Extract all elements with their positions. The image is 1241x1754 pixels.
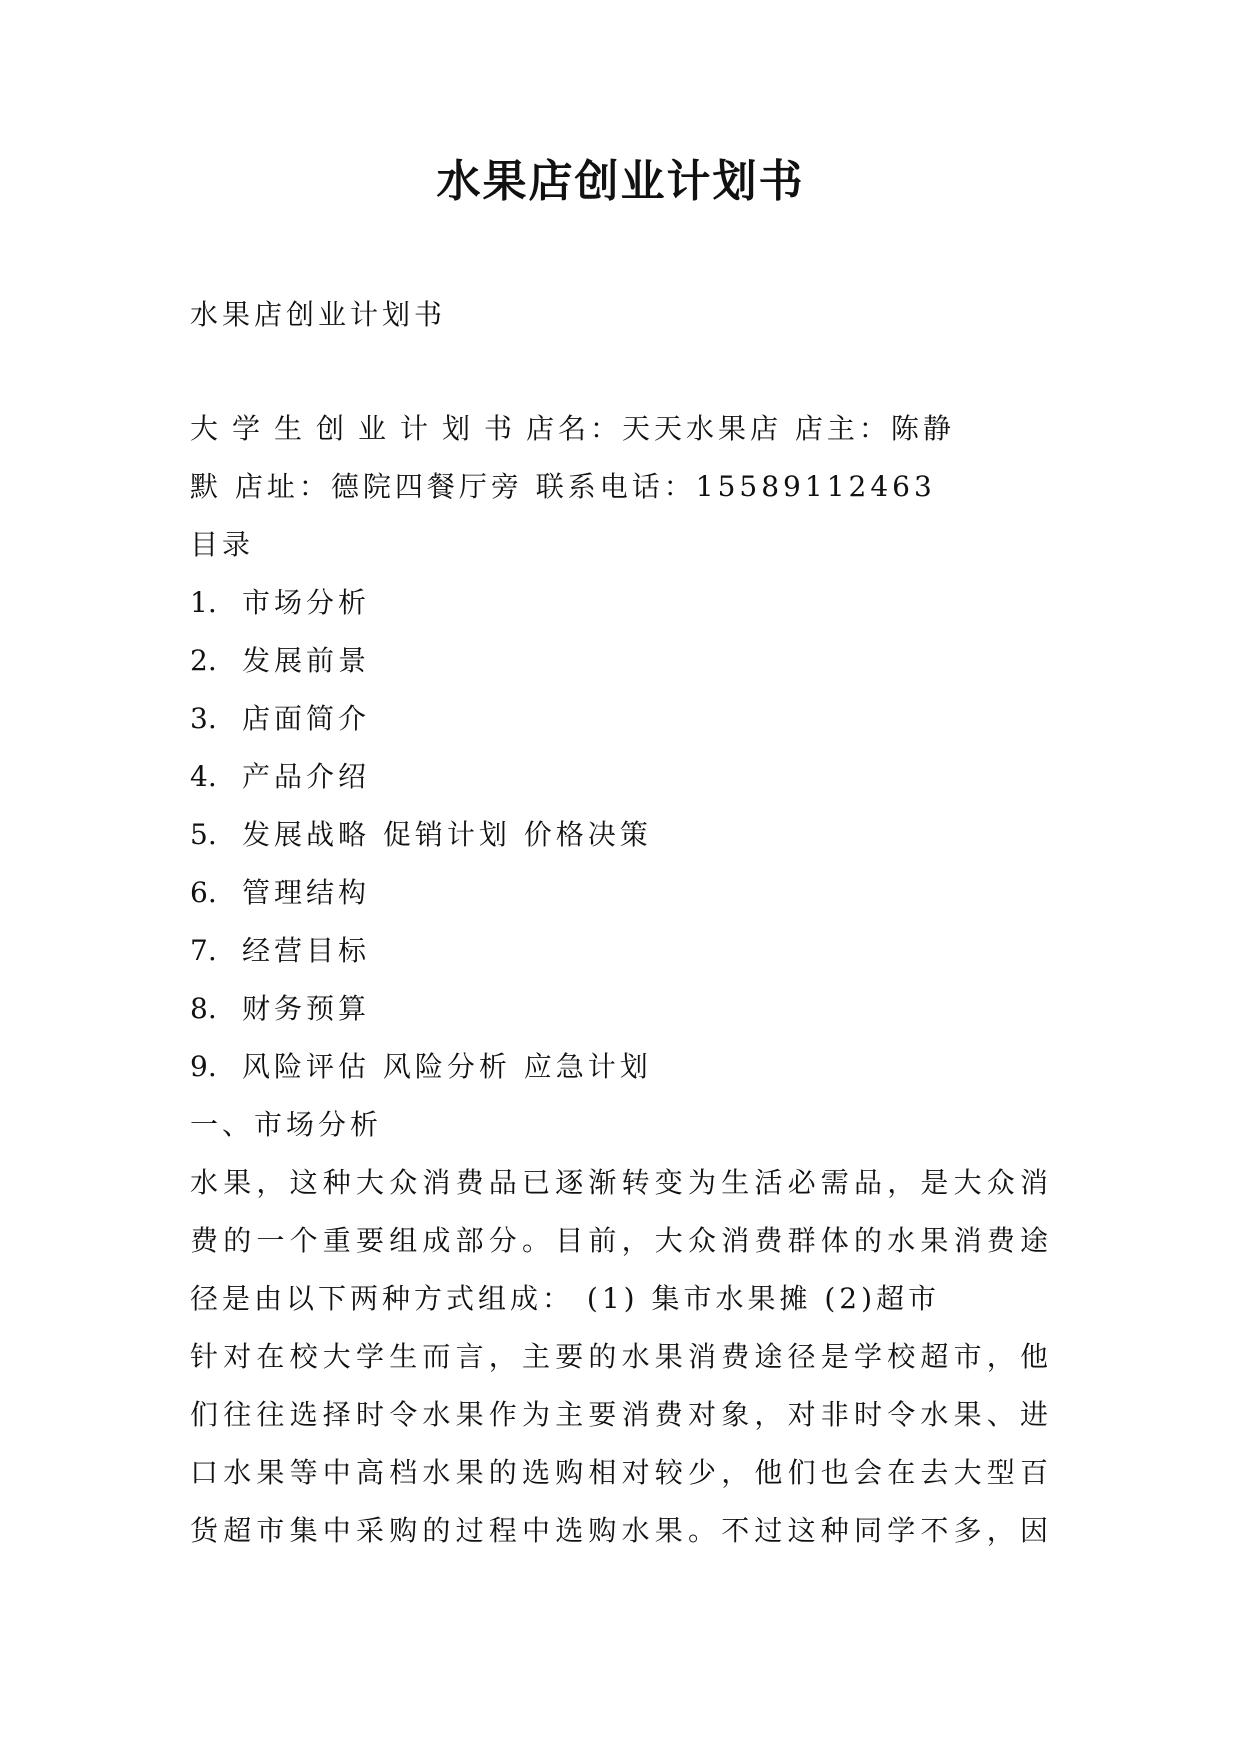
document-title: 水果店创业计划书 xyxy=(436,156,805,207)
table-of-contents xyxy=(190,574,1052,1096)
toc-item xyxy=(190,574,1052,632)
toc-item xyxy=(190,690,1052,748)
paragraph-line: 水果，这种大众消费品已逐渐转变为生活必需品，是大众消 xyxy=(190,1166,1052,1199)
toc-item-label: 经营目标 xyxy=(242,934,371,967)
toc-item-label: 财务预算 xyxy=(242,992,371,1025)
shop-info: 店名：天天水果店 店主：陈静 xyxy=(526,412,955,445)
paragraph-market-overview xyxy=(190,1154,1052,1328)
toc-item-label: 发展前景 xyxy=(242,644,371,677)
toc-item-label: 管理结构 xyxy=(242,876,371,909)
document-body xyxy=(190,286,1052,1560)
toc-item xyxy=(190,806,1052,864)
toc-item-number: 6. xyxy=(190,876,217,909)
toc-item-number: 5. xyxy=(190,818,217,851)
paragraph-line: 针对在校大学生而言，主要的水果消费途径是学校超市，他 xyxy=(190,1340,1052,1373)
document-subtitle: 水果店创业计划书 xyxy=(190,298,447,331)
toc-item-label: 市场分析 xyxy=(242,586,371,619)
toc-item xyxy=(190,980,1052,1038)
toc-item-number: 8. xyxy=(190,992,217,1025)
paragraph-student-consumption xyxy=(190,1328,1052,1560)
toc-item-label: 产品介绍 xyxy=(242,760,371,793)
toc-item xyxy=(190,748,1052,806)
paragraph-line: 径是由以下两种方式组成： (1) 集市水果摊 (2)超市 xyxy=(190,1282,941,1315)
toc-item-label: 店面简介 xyxy=(242,702,371,735)
paragraph-line: 们往往选择时令水果作为主要消费对象，对非时令水果、进 xyxy=(190,1398,1052,1431)
toc-heading: 目录 xyxy=(190,528,255,561)
info-line-1 xyxy=(190,400,1052,458)
paragraph-line: 口水果等中高档水果的选购相对较少，他们也会在去大型百 xyxy=(190,1456,1052,1489)
paragraph-line: 费的一个重要组成部分。目前，大众消费群体的水果消费途 xyxy=(190,1224,1052,1257)
toc-item-number: 4. xyxy=(190,760,217,793)
toc-item xyxy=(190,922,1052,980)
paragraph-line: 货超市集中采购的过程中选购水果。不过这种同学不多，因 xyxy=(190,1514,1052,1547)
toc-item-number: 3. xyxy=(190,702,217,735)
toc-item-label: 风险评估 风险分析 应急计划 xyxy=(242,1050,652,1083)
section-heading: 一、市场分析 xyxy=(190,1108,383,1141)
toc-item-number: 1. xyxy=(190,586,217,619)
toc-item-label: 发展战略 促销计划 价格决策 xyxy=(242,818,652,851)
toc-item xyxy=(190,1038,1052,1096)
toc-item-number: 7. xyxy=(190,934,217,967)
toc-item xyxy=(190,632,1052,690)
toc-item-number: 9. xyxy=(190,1050,217,1083)
toc-item-number: 2. xyxy=(190,644,217,677)
info-line-2: 默 店址：德院四餐厅旁 联系电话：15589112463 xyxy=(190,470,936,503)
info-heading: 大学生创业计划书 xyxy=(190,412,527,445)
toc-item xyxy=(190,864,1052,922)
